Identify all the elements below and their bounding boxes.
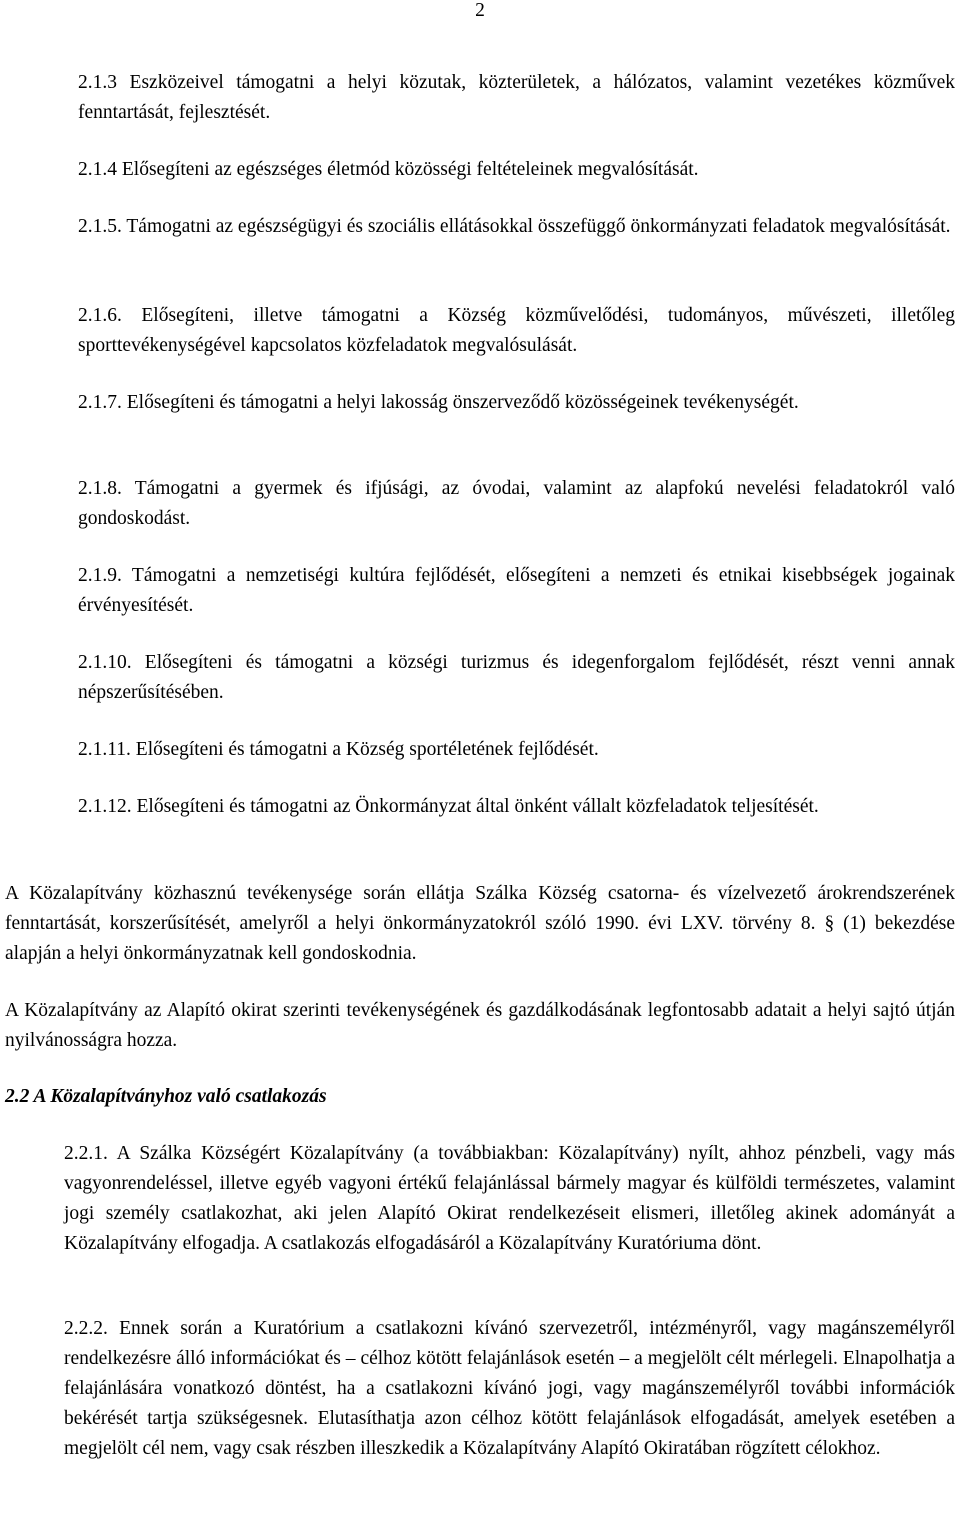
section-heading: 2.2 A Közalapítványhoz való csatlakozás <box>5 1086 327 1107</box>
list-item: 2.1.4 Elősegíteni az egészséges életmód közösségi feltételeinek megvalósítását. <box>78 159 699 180</box>
list-item: 2.1.3 Eszközeivel támogatni a helyi közutak, közterületek, a hálózatos, valamint vezetékes közművek fenntartását, fejlesztését. <box>78 72 955 123</box>
sub-item: 2.2.1. A Szálka Községért Közalapítvány (a továbbiakban: Közalapítvány) nyílt, ahhoz pénzbeli, vagy más vagyonrendeléssel, illetve egyéb vagyoni értékű felajánlással bármely magyar és külföldi természetes, valamint jogi személy csatlakozhat, aki jelen Alapító Okirat rendelkezéseit elismeri, illetőleg akinek adományát a Közalapítvány elfogadja. A csatlakozás elfogadásáról a Közalapítvány Kuratóriuma dönt. <box>64 1143 955 1254</box>
body-paragraph: A Közalapítvány az Alapító okirat szerinti tevékenységének és gazdálkodásának legfontosabb adatait a helyi sajtó útján nyilvánosságra hozza. <box>5 1000 955 1051</box>
list-item: 2.1.12. Elősegíteni és támogatni az Önkormányzat által önként vállalt közfeladatok teljesítését. <box>78 796 819 817</box>
list-item: 2.1.9. Támogatni a nemzetiségi kultúra fejlődését, elősegíteni a nemzeti és etnikai kisebbségek jogainak érvényesítését. <box>78 565 955 616</box>
body-paragraph: A Közalapítvány közhasznú tevékenysége során ellátja Szálka Község csatorna- és vízelvezető árokrendszerének fenntartását, korszerűsítését, amelyről a helyi önkormányzatokról szóló 1990. évi LXV. törvény 8. § (1) bekezdése alapján a helyi önkormányzatnak kell gondoskodnia. <box>5 883 955 964</box>
page-number: 2 <box>475 0 485 21</box>
list-item: 2.1.7. Elősegíteni és támogatni a helyi lakosság önszerveződő közösségeinek tevékenységét. <box>78 392 799 413</box>
list-item: 2.1.5. Támogatni az egészségügyi és szociális ellátásokkal összefüggő önkormányzati feladatok megvalósítását. <box>78 216 951 237</box>
list-item: 2.1.10. Elősegíteni és támogatni a községi turizmus és idegenforgalom fejlődését, részt venni annak népszerűsítésében. <box>78 652 955 703</box>
sub-item: 2.2.2. Ennek során a Kuratórium a csatlakozni kívánó szervezetről, intézményről, vagy magánszemélyről rendelkezésre álló információkat és – célhoz kötött felajánlások esetén – a megjelölt célt mérlegeli. Elnapolhatja a felajánlására vonatkozó döntést, ha a csatlakozni kívánó jogi, vagy magánszemélyről további információk bekérését tartja szükségesnek. Elutasíthatja azon célhoz kötött felajánlások elfogadását, amelyek esetében a megjelölt cél nem, vagy csak részben illeszkedik a Közalapítvány Alapító Okiratában rögzített célokhoz. <box>64 1318 955 1459</box>
list-item: 2.1.8. Támogatni a gyermek és ifjúsági, az óvodai, valamint az alapfokú nevelési feladatokról való gondoskodást. <box>78 478 955 529</box>
list-item: 2.1.11. Elősegíteni és támogatni a Község sportéletének fejlődését. <box>78 739 599 760</box>
list-item: 2.1.6. Elősegíteni, illetve támogatni a Község közművelődési, tudományos, művészeti, illetőleg sporttevékenységével kapcsolatos közfeladatok megvalósulását. <box>78 305 955 356</box>
